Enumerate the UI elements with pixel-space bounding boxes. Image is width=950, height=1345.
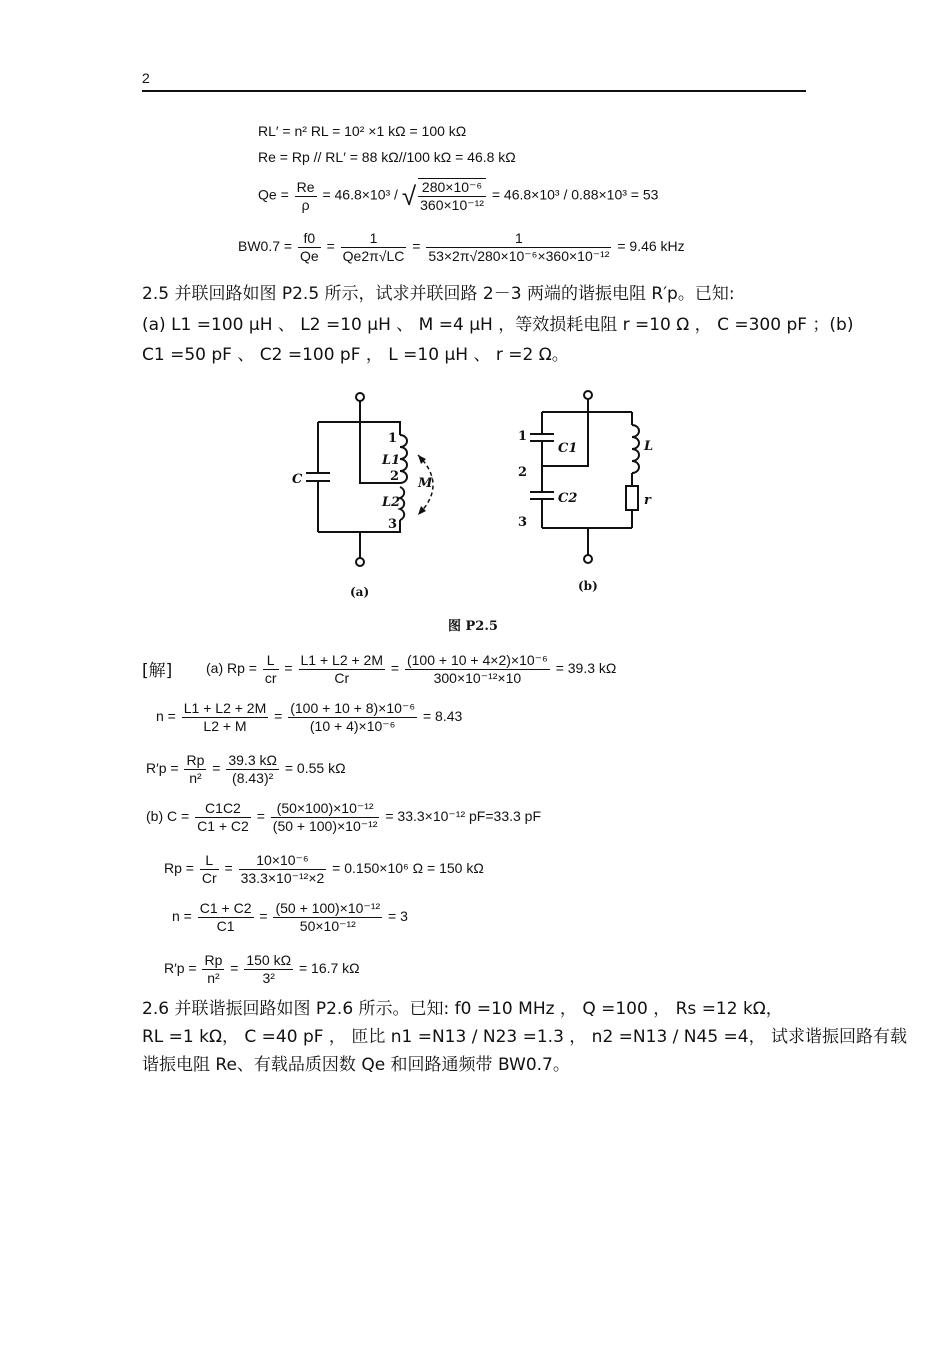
s1-rhs: = 39.3 kΩ xyxy=(555,660,617,677)
bw-f3-den: 53×2π√280×10⁻⁶×360×10⁻¹² xyxy=(428,248,610,264)
equals-sign: = xyxy=(284,660,293,677)
circuit-figure xyxy=(280,380,680,630)
s4-f1-num: C1C2 xyxy=(195,800,251,818)
s1-frac-2 xyxy=(299,652,386,687)
problem-2-5-line-3: C1 =50 pF 、 C2 =100 pF ， L =10 μH 、 r =2 Ω。 xyxy=(142,345,569,365)
s1-frac-3 xyxy=(405,652,550,687)
bw-frac-3 xyxy=(426,230,611,265)
s4-frac-2 xyxy=(271,800,380,835)
qe-mid: = 46.8×10³ / xyxy=(322,186,398,203)
label-a-L1: L1 xyxy=(382,453,401,468)
bw-rhs: = 9.46 kHz xyxy=(617,238,685,255)
bw-f2-num: 1 xyxy=(341,230,407,248)
label-a-C: C xyxy=(292,472,303,487)
bw-f2-den: Qe2π√LC xyxy=(342,248,405,264)
solution-eq-4 xyxy=(146,800,541,835)
s6-frac-1 xyxy=(198,900,254,935)
s1-frac-1 xyxy=(263,652,279,687)
bw-frac-2 xyxy=(341,230,407,265)
label-b-node-1: 1 xyxy=(518,429,528,444)
bw-f3-num: 1 xyxy=(426,230,611,248)
problem-2-6-line-3: 谐振电阻 Re、有载品质因数 Qe 和回路通频带 BW0.7。 xyxy=(142,1055,570,1075)
label-a-L2: L2 xyxy=(382,495,401,510)
problem-2-6-line-1: 2.6 并联谐振回路如图 P2.6 所示。已知: f0 =10 MHz ， Q =100 ， Rs =12 kΩ， xyxy=(142,999,783,1019)
circuit-b xyxy=(530,391,639,563)
equation-rl: RL′ = n² RL = 10² ×1 kΩ = 100 kΩ xyxy=(258,123,467,139)
s5-frac-1 xyxy=(200,852,219,887)
s7-f2-num: 150 kΩ xyxy=(246,952,292,968)
label-a-node-3: 3 xyxy=(388,517,398,532)
equals-sign: = xyxy=(390,660,400,677)
s2-f2-den: (10 + 4)×10⁻⁶ xyxy=(309,718,396,734)
s7-frac-2 xyxy=(244,952,293,987)
problem-2-5-line-2: (a) L1 =100 μH 、 L2 =10 μH 、 M =4 μH ，等效损耗电阻 r =10 Ω ， C =300 pF ；(b) xyxy=(142,315,854,335)
s5-f1-den: Cr xyxy=(201,870,217,886)
s4-f1-den: C1 + C2 xyxy=(197,818,249,834)
equals-sign: = xyxy=(259,908,268,925)
s6-rhs: = 3 xyxy=(388,908,408,925)
bw-frac-1 xyxy=(298,230,321,265)
sqrt-sign: √ xyxy=(401,181,417,211)
solution-eq-2 xyxy=(156,700,462,735)
equals-sign: = xyxy=(326,238,335,255)
equals-sign: = xyxy=(212,760,221,777)
label-a-M: M xyxy=(418,476,433,491)
s6-frac-2 xyxy=(273,900,382,935)
s5-f2-num: 10×10⁻⁶ xyxy=(239,852,327,870)
s3-frac-2 xyxy=(226,752,279,787)
solution-eq-3 xyxy=(146,752,346,787)
qe-sqrt-num: 280×10⁻⁶ xyxy=(418,179,486,197)
problem-2-5-line-1: 2.5 并联回路如图 P2.5 所示，试求并联回路 2－3 两端的谐振电阻 R′p。已知: xyxy=(142,284,735,304)
s3-f2-num: 39.3 kΩ xyxy=(228,752,277,768)
label-b-r: r xyxy=(644,493,651,508)
bw-f1-den: Qe xyxy=(299,248,319,264)
s2-lhs: n = xyxy=(156,708,176,725)
s3-rhs: = 0.55 kΩ xyxy=(284,760,346,777)
label-b-C2: C2 xyxy=(558,491,578,506)
label-b-node-2: 2 xyxy=(518,465,528,480)
label-b: (b) xyxy=(578,579,598,593)
s2-rhs: = 8.43 xyxy=(422,708,463,725)
s6-lhs: n = xyxy=(172,908,192,925)
problem-2-6-line-2: RL =1 kΩ， C =40 pF ， 匝比 n1 =N13 / N23 =1.3 ， n2 =N13 / N45 =4， 试求谐振回路有载 xyxy=(142,1027,908,1047)
s6-f1-num: C1 + C2 xyxy=(199,900,252,916)
s1-f1-num: L xyxy=(263,652,279,670)
circuit-a xyxy=(306,393,433,566)
qe-sqrt-den: 360×10⁻¹² xyxy=(420,197,484,213)
s1-f2-num: L1 + L2 + 2M xyxy=(300,652,384,668)
solution-label: [解] xyxy=(142,661,173,681)
s5-frac-2 xyxy=(239,852,327,887)
s6-f2-den: 50×10⁻¹² xyxy=(299,918,356,934)
label-a-node-2: 2 xyxy=(390,469,400,484)
s7-f1-num: Rp xyxy=(204,952,223,968)
s3-f1-den: n² xyxy=(189,770,202,786)
s7-rhs: = 16.7 kΩ xyxy=(298,960,360,977)
equals-sign: = xyxy=(256,808,265,825)
terminal-a-top xyxy=(356,393,364,401)
equals-sign: = xyxy=(412,238,421,255)
bw-f1-num: f0 xyxy=(298,230,321,248)
equals-sign: = xyxy=(274,708,283,725)
s7-lhs: R′p = xyxy=(164,960,197,977)
s2-f2-num: (100 + 10 + 8)×10⁻⁶ xyxy=(290,700,416,716)
s1-f1-den: cr xyxy=(264,670,277,686)
solution-eq-7 xyxy=(164,952,360,987)
solution-eq-5 xyxy=(164,852,484,887)
solution-eq-1 xyxy=(206,652,616,687)
s2-frac-1 xyxy=(182,700,269,735)
page-number: 2 xyxy=(142,70,150,86)
qe-fraction xyxy=(295,179,317,214)
s1-lhs: (a) Rp = xyxy=(206,660,257,677)
qe-num: Re xyxy=(296,178,315,195)
terminal-b-bottom xyxy=(584,555,592,563)
s2-f1-num: L1 + L2 + 2M xyxy=(183,700,267,716)
s1-f3-den: 300×10⁻¹²×10 xyxy=(433,670,522,686)
label-b-L: L xyxy=(644,439,654,454)
label-a: (a) xyxy=(350,585,370,599)
s5-f2-den: 33.3×10⁻¹²×2 xyxy=(240,870,325,886)
s6-f1-den: C1 xyxy=(216,918,235,934)
s4-lhs: (b) C = xyxy=(146,808,190,825)
label-b-node-3: 3 xyxy=(518,515,528,530)
s4-rhs: = 33.3×10⁻¹² pF=33.3 pF xyxy=(385,808,542,825)
s3-f1-num: Rp xyxy=(186,752,205,768)
s1-f2-den: Cr xyxy=(334,670,350,686)
s4-f2-den: (50 + 100)×10⁻¹² xyxy=(272,818,378,834)
equals-sign: = xyxy=(224,860,233,877)
label-a-node-1: 1 xyxy=(388,431,398,446)
equation-re: Re = Rp // RL′ = 88 kΩ//100 kΩ = 46.8 kΩ xyxy=(258,149,516,165)
s3-frac-1 xyxy=(184,752,206,787)
s3-lhs: R′p = xyxy=(146,760,179,777)
s2-f1-den: L2 + M xyxy=(203,718,247,734)
s7-f2-den: 3² xyxy=(262,970,275,986)
header-rule xyxy=(142,90,806,92)
s5-lhs: Rp = xyxy=(164,860,194,877)
qe-lhs: Qe = xyxy=(258,186,289,203)
terminal-b-top xyxy=(584,391,592,399)
equation-bw xyxy=(238,230,685,265)
label-b-C1: C1 xyxy=(558,441,578,456)
bw-lhs: BW0.7 = xyxy=(238,238,293,255)
s5-f1-num: L xyxy=(200,852,219,870)
qe-rhs: = 46.8×10³ / 0.88×10³ = 53 xyxy=(491,186,659,203)
s7-frac-1 xyxy=(202,952,224,987)
terminal-a-bottom xyxy=(356,558,364,566)
equals-sign: = xyxy=(230,960,239,977)
s6-f2-num: (50 + 100)×10⁻¹² xyxy=(275,900,381,916)
qe-den: ρ xyxy=(301,196,310,213)
s7-f1-den: n² xyxy=(207,970,220,986)
equation-qe xyxy=(258,178,658,214)
s4-f2-num: (50×100)×10⁻¹² xyxy=(271,800,380,818)
s4-frac-1 xyxy=(195,800,251,835)
solution-eq-6 xyxy=(172,900,408,935)
s5-rhs: = 0.150×10⁶ Ω = 150 kΩ xyxy=(332,860,484,877)
qe-sqrt-fraction xyxy=(418,178,486,214)
s2-frac-2 xyxy=(288,700,417,735)
s1-f3-num: (100 + 10 + 4×2)×10⁻⁶ xyxy=(406,652,548,668)
figure-caption: 图 P2.5 xyxy=(448,619,498,634)
s3-f2-den: (8.43)² xyxy=(232,770,274,786)
